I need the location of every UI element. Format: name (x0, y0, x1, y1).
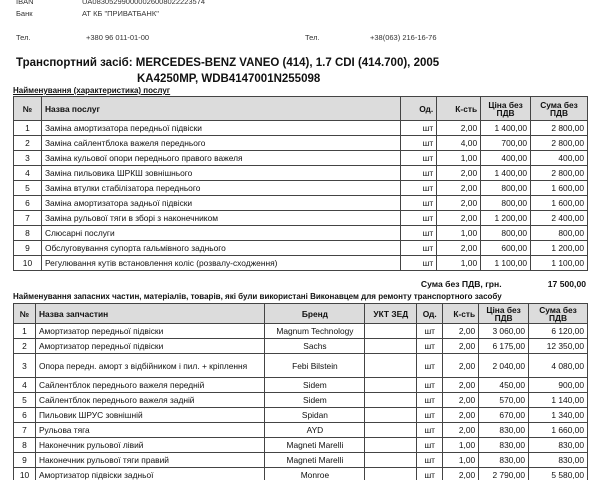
parts-col-unit: Од. (417, 304, 443, 324)
total: 1 660,00 (529, 423, 588, 438)
qty: 2,00 (443, 468, 479, 480)
row-num: 8 (14, 226, 42, 241)
table-row (14, 468, 588, 480)
row-num: 1 (14, 121, 42, 136)
part-name: Рульова тяга (35, 423, 265, 438)
brand: Magneti Marelli (265, 438, 365, 453)
col-unit: Од. (401, 97, 437, 121)
brand: Febi Bilstein (265, 354, 365, 378)
total: 830,00 (529, 453, 588, 468)
unit: шт (401, 196, 437, 211)
price: 400,00 (481, 151, 531, 166)
qty: 1,00 (437, 256, 481, 271)
row-num: 6 (14, 408, 36, 423)
row-num: 3 (14, 151, 42, 166)
service-name: Заміна амортизатора задньої підвіски (41, 196, 400, 211)
qty: 2,00 (443, 423, 479, 438)
ukt-zed (365, 468, 417, 480)
ukt-zed (365, 324, 417, 339)
qty: 2,00 (443, 354, 479, 378)
service-name: Заміна амортизатора передньої підвіски (41, 121, 400, 136)
part-name: Сайлентблок переднього важеля задній (35, 393, 265, 408)
ukt-zed (365, 354, 417, 378)
parts-col-brand: Бренд (265, 304, 365, 324)
total: 2 800,00 (531, 121, 588, 136)
price: 800,00 (481, 196, 531, 211)
unit: шт (401, 241, 437, 256)
parts-col-num: № (14, 304, 36, 324)
row-num: 1 (14, 324, 36, 339)
unit: шт (417, 408, 443, 423)
part-name: Опора передн. аморт з відбійником і пил. + кріплення (35, 354, 265, 378)
brand: Sachs (265, 339, 365, 354)
table-row (14, 121, 588, 136)
qty: 1,00 (443, 438, 479, 453)
service-name: Заміна рульової тяги в зборі з наконечником (41, 211, 400, 226)
row-num: 6 (14, 196, 42, 211)
row-num: 3 (14, 354, 36, 378)
iban-label: IBAN (16, 0, 34, 6)
services-title: Найменування (характеристика) послуг (13, 86, 171, 95)
qty: 2,00 (443, 393, 479, 408)
part-name: Сайлентблок переднього важеля передній (35, 378, 265, 393)
services-sum-label: Сума без ПДВ, грн. (420, 279, 502, 289)
row-num: 5 (14, 393, 36, 408)
qty: 2,00 (437, 181, 481, 196)
parts-col-price: Ціна без ПДВ (479, 304, 529, 324)
row-num: 8 (14, 438, 36, 453)
part-name: Наконечник рульової лівий (35, 438, 265, 453)
services-sum (421, 279, 586, 289)
price: 670,00 (479, 408, 529, 423)
qty: 2,00 (443, 324, 479, 339)
qty: 1,00 (437, 151, 481, 166)
col-price: Ціна без ПДВ (481, 97, 531, 121)
price: 830,00 (479, 423, 529, 438)
row-num: 4 (14, 166, 42, 181)
qty: 2,00 (437, 196, 481, 211)
table-row (14, 196, 588, 211)
unit: шт (401, 166, 437, 181)
services-table (13, 96, 588, 271)
table-row (14, 181, 588, 196)
row-num: 2 (14, 136, 42, 151)
brand: Sidem (265, 393, 365, 408)
qty: 2,00 (443, 408, 479, 423)
brand: Sidem (265, 378, 365, 393)
bank-value: АТ КБ "ПРИВАТБАНК" (82, 9, 159, 18)
service-name: Заміна втулки стабілізатора переднього (41, 181, 400, 196)
unit: шт (417, 438, 443, 453)
row-num: 10 (14, 256, 42, 271)
row-num: 7 (14, 211, 42, 226)
unit: шт (401, 256, 437, 271)
row-num: 7 (14, 423, 36, 438)
parts-title: Найменування запасних частин, матеріалів, товарів, які були використані Виконавцем для ремонту транспортного засобу (13, 292, 502, 301)
table-row (14, 393, 588, 408)
price: 2 790,00 (479, 468, 529, 480)
brand: AYD (265, 423, 365, 438)
qty: 1,00 (443, 453, 479, 468)
parts-col-total: Сума без ПДВ (529, 304, 588, 324)
ukt-zed (365, 339, 417, 354)
price: 830,00 (479, 453, 529, 468)
part-name: Амортизатор підвіски задньої (35, 468, 265, 480)
unit: шт (417, 339, 443, 354)
unit: шт (401, 121, 437, 136)
table-row (14, 136, 588, 151)
service-name: Слюсарні послуги (41, 226, 400, 241)
row-num: 5 (14, 181, 42, 196)
total: 1 140,00 (529, 393, 588, 408)
service-name: Заміна сайлентблока важеля переднього (41, 136, 400, 151)
total: 1 600,00 (531, 196, 588, 211)
unit: шт (401, 211, 437, 226)
total: 2 800,00 (531, 136, 588, 151)
ukt-zed (365, 453, 417, 468)
unit: шт (401, 181, 437, 196)
ukt-zed (365, 393, 417, 408)
unit: шт (401, 226, 437, 241)
qty: 2,00 (443, 378, 479, 393)
unit: шт (417, 468, 443, 480)
unit: шт (401, 136, 437, 151)
price: 830,00 (479, 438, 529, 453)
parts-col-qty: К-сть (443, 304, 479, 324)
table-row (14, 339, 588, 354)
iban-value: UA083052990000026008022223574 (82, 0, 206, 6)
table-row (14, 166, 588, 181)
unit: шт (417, 423, 443, 438)
price: 6 175,00 (479, 339, 529, 354)
service-name: Обслуговування супорта гальмівного заднього (41, 241, 400, 256)
brand: Magnum Technology (265, 324, 365, 339)
brand: Monroe (265, 468, 365, 480)
unit: шт (417, 453, 443, 468)
vehicle-info (16, 55, 439, 87)
qty: 1,00 (437, 226, 481, 241)
total: 1 200,00 (531, 241, 588, 256)
col-num: № (14, 97, 42, 121)
ukt-zed (365, 378, 417, 393)
price: 1 400,00 (481, 166, 531, 181)
qty: 2,00 (437, 241, 481, 256)
price: 1 100,00 (481, 256, 531, 271)
table-row (14, 151, 588, 166)
service-name: Заміна пильовика ШРКШ зовнішнього (41, 166, 400, 181)
qty: 2,00 (437, 166, 481, 181)
unit: шт (417, 324, 443, 339)
total: 830,00 (529, 438, 588, 453)
row-num: 9 (14, 453, 36, 468)
parts-col-ukt: УКТ ЗЕД (365, 304, 417, 324)
row-num: 9 (14, 241, 42, 256)
price: 800,00 (481, 226, 531, 241)
table-row (14, 453, 588, 468)
total: 900,00 (529, 378, 588, 393)
unit: шт (417, 354, 443, 378)
price: 600,00 (481, 241, 531, 256)
ukt-zed (365, 438, 417, 453)
part-name: Наконечник рульової тяги правий (35, 453, 265, 468)
tel1-value: +380 96 011-01-00 (86, 33, 150, 42)
bank-label: Банк (16, 9, 33, 18)
total: 2 800,00 (531, 166, 588, 181)
price: 450,00 (479, 378, 529, 393)
tel1-label: Тел. (16, 33, 31, 42)
total: 5 580,00 (529, 468, 588, 480)
qty: 4,00 (437, 136, 481, 151)
total: 4 080,00 (529, 354, 588, 378)
table-row (14, 324, 588, 339)
table-row (14, 226, 588, 241)
col-qty: К-сть (437, 97, 481, 121)
table-row (14, 241, 588, 256)
parts-col-name: Назва запчастин (35, 304, 265, 324)
price: 700,00 (481, 136, 531, 151)
vehicle-line2: KA4250MP, WDB4147001N255098 (137, 73, 321, 85)
price: 570,00 (479, 393, 529, 408)
part-name: Амортизатор передньої підвіски (35, 339, 265, 354)
row-num: 4 (14, 378, 36, 393)
col-service-name: Назва послуг (41, 97, 400, 121)
table-row (14, 438, 588, 453)
price: 1 200,00 (481, 211, 531, 226)
brand: Spidan (265, 408, 365, 423)
vehicle-line1: Транспортний засіб: MERCEDES-BENZ VANEO (414), 1.7 CDI (414.700), 2005 (16, 57, 440, 69)
price: 3 060,00 (479, 324, 529, 339)
total: 2 400,00 (531, 211, 588, 226)
total: 400,00 (531, 151, 588, 166)
qty: 2,00 (437, 211, 481, 226)
brand: Magneti Marelli (265, 453, 365, 468)
total: 6 120,00 (529, 324, 588, 339)
row-num: 10 (14, 468, 36, 480)
table-row (14, 256, 588, 271)
price: 2 040,00 (479, 354, 529, 378)
ukt-zed (365, 423, 417, 438)
qty: 2,00 (443, 339, 479, 354)
col-total: Сума без ПДВ (531, 97, 588, 121)
total: 800,00 (531, 226, 588, 241)
total: 1 100,00 (531, 256, 588, 271)
unit: шт (401, 151, 437, 166)
price: 800,00 (481, 181, 531, 196)
tel2-value: +38(063) 216-16-76 (370, 33, 437, 42)
total: 1 600,00 (531, 181, 588, 196)
table-row (14, 378, 588, 393)
part-name: Амортизатор передньої підвіски (35, 324, 265, 339)
table-row (14, 408, 588, 423)
service-name: Регулювання кутів встановлення коліс (розвалу-сходження) (41, 256, 400, 271)
row-num: 2 (14, 339, 36, 354)
unit: шт (417, 378, 443, 393)
table-row (14, 423, 588, 438)
table-row (14, 354, 588, 378)
ukt-zed (365, 408, 417, 423)
unit: шт (417, 393, 443, 408)
parts-table (13, 303, 588, 480)
table-row (14, 211, 588, 226)
price: 1 400,00 (481, 121, 531, 136)
total: 12 350,00 (529, 339, 588, 354)
services-sum-value: 17 500,00 (547, 279, 586, 289)
tel2-label: Тел. (305, 33, 320, 42)
total: 1 340,00 (529, 408, 588, 423)
part-name: Пильовик ШРУС зовнішній (35, 408, 265, 423)
service-name: Заміна кульової опори переднього правого важеля (41, 151, 400, 166)
qty: 2,00 (437, 121, 481, 136)
